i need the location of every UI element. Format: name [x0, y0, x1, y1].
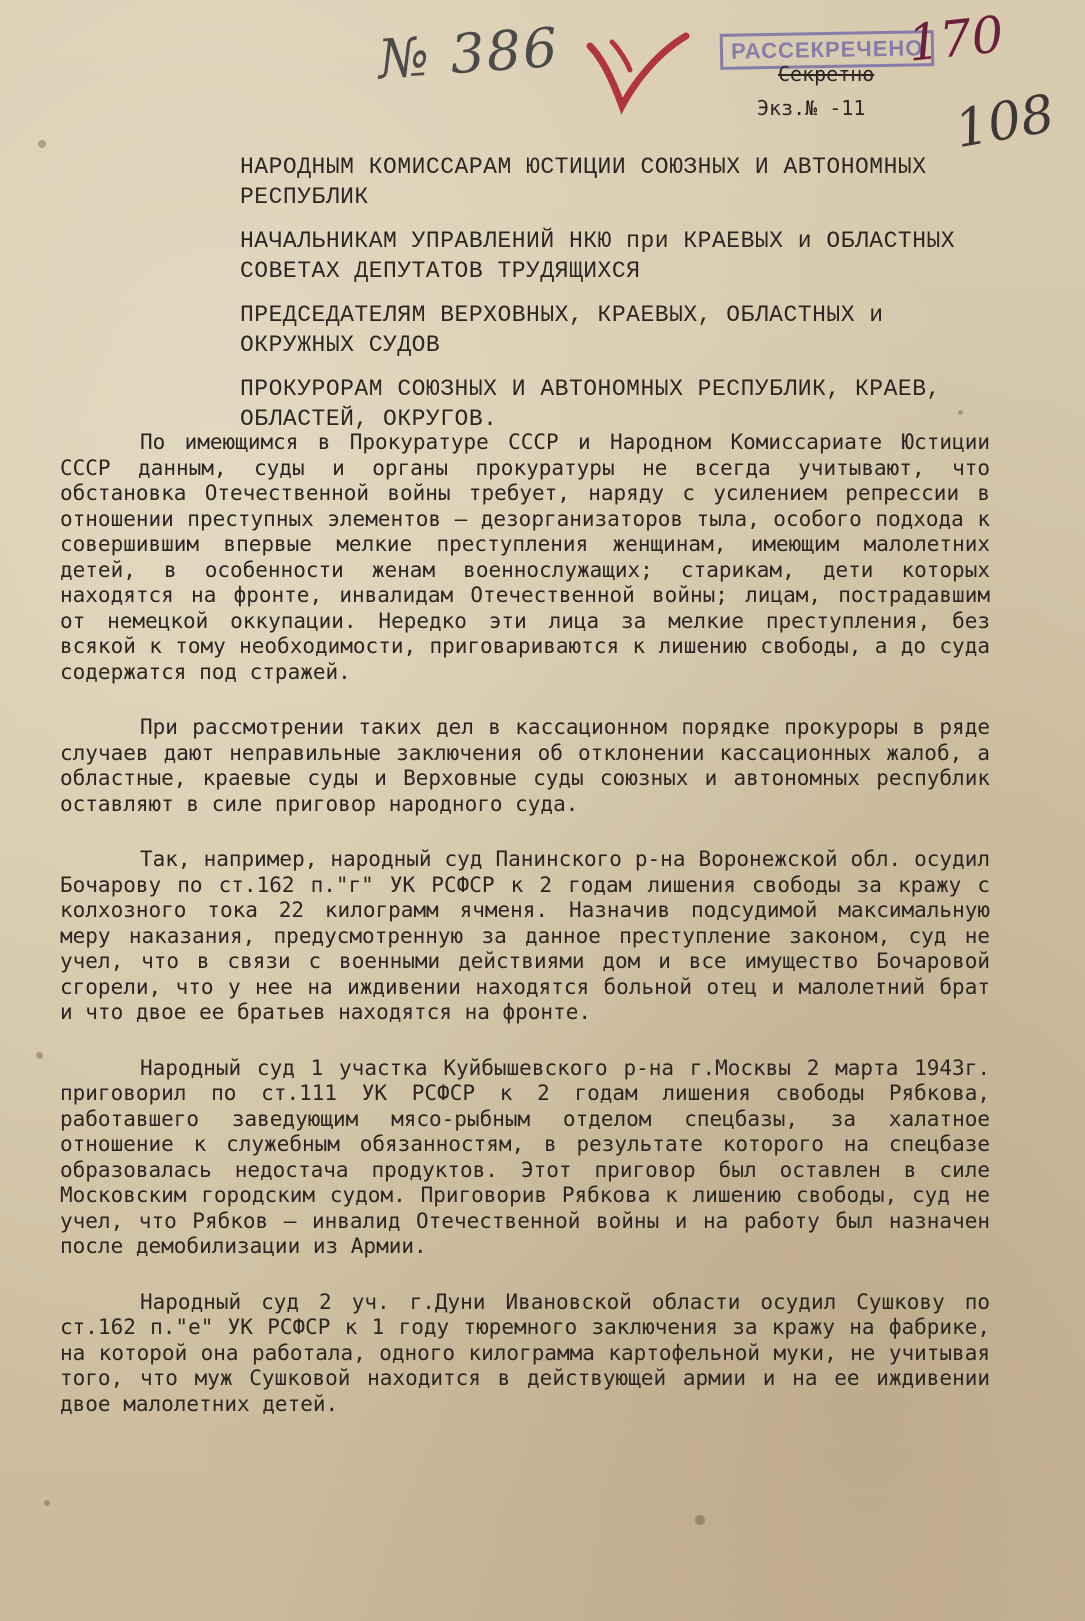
body-paragraph: Так, например, народный суд Панинского р-на Воронежской обл. осудил Бочарову по ст.162 п."г" УК РСФСР к 2 годам лишения свободы за кражу с колхозного тока 22 килограмм ячменя. Назначив подсудимой максимальную меру наказания, предусмотренную за данное преступление законом, суд не учел, что в связи с военными действиями дом и все имущество Бочаровой сгорели, что у нее на иждивении находятся больной отец и малолетний брат и что двое ее братьев находятся на фронте.	[60, 847, 990, 1024]
addressee-block	[150, 152, 1010, 448]
handwritten-check-mark-icon	[582, 28, 692, 118]
paper-spot	[958, 410, 963, 415]
paper-spot	[36, 1052, 43, 1059]
document-body	[60, 430, 990, 1447]
handwritten-document-number: № 386	[376, 15, 562, 92]
paper-spot	[44, 1500, 50, 1506]
addressee-line: НАЧАЛЬНИКАМ УПРАВЛЕНИЙ НКЮ при КРАЕВЫХ и ОБЛАСТНЫХ СОВЕТАХ ДЕПУТАТОВ ТРУДЯЩИХСЯ	[240, 228, 956, 284]
addressee-line: ПРОКУРОРАМ СОЮЗНЫХ И АВТОНОМНЫХ РЕСПУБЛИК, КРАЕВ, ОБЛАСТЕЙ, ОКРУГОВ.	[240, 376, 941, 432]
body-paragraph: При рассмотрении таких дел в кассационном порядке прокуроры в ряде случаев дают неправильные заключения об отклонении кассационных жалоб, а областные, краевые суды и Верховные суды союзных и автономных республик оставляют в силе приговор народного суда.	[60, 715, 990, 816]
paper-spot	[38, 140, 46, 148]
body-paragraph: Народный суд 1 участка Куйбышевского р-на г.Москвы 2 марта 1943г. приговорил по ст.111 УК РСФСР к 2 годам лишения свободы Рябкова, работавшего заведующим мясо-рыбным отделом спецбазы, за халатное отношение к служебным обязанностям, в результате которого на спецбазе образовалась недостача продуктов. Этот приговор был оставлен в силе Московским городским судом. Приговорив Рябкова к лишению свободы, суд не учел, что Рябков – инвалид Отечественной войны и на работу был назначен после демобилизации из Армии.	[60, 1055, 990, 1258]
copy-reference: Экз.№ -11	[757, 96, 866, 120]
declassified-stamp: РАССЕКРЕЧЕНО	[720, 30, 935, 70]
handwritten-side-number: 108	[950, 83, 1059, 161]
classification-mark: Секретно	[778, 62, 875, 86]
body-paragraph: По имеющимся в Прокуратуре СССР и Народном Комиссариате Юстиции СССР данным, суды и органы прокуратуры не всегда учитывают, что обстановка Отечественной войны требует, наряду с усилением репрессии в отношении преступных элементов – дезорганизаторов тыла, особого подхода к совершившим впервые мелкие преступления женщинам, имеющим малолетних детей, в особенности женам военнослужащих; старикам, дети которых находятся на фронте, инвалидам Отечественной войны; лицам, пострадавшим от немецкой оккупации. Нередко эти лица за мелкие преступления, без всякой к тому необходимости, приговариваются к лишению свободы, а до суда содержатся под стражей.	[60, 430, 990, 684]
addressee-line: ПРЕДСЕДАТЕЛЯМ ВЕРХОВНЫХ, КРАЕВЫХ, ОБЛАСТНЫХ и ОКРУЖНЫХ СУДОВ	[240, 302, 884, 358]
addressee-line: НАРОДНЫМ КОМИССАРАМ ЮСТИЦИИ СОЮЗНЫХ И АВТОНОМНЫХ РЕСПУБЛИК	[240, 154, 927, 210]
paper-spot	[695, 1515, 705, 1525]
handwritten-top-right-number: 170	[905, 5, 1007, 73]
body-paragraph: Народный суд 2 уч. г.Дуни Ивановской области осудил Сушкову по ст.162 п."е" УК РСФСР к 1 году тюремного заключения за кражу на фабрике, на которой она работала, одного килограмма картофельной муки, не учитывая того, что муж Сушковой находится в действующей армии и на ее иждивении двое малолетних детей.	[60, 1289, 990, 1416]
